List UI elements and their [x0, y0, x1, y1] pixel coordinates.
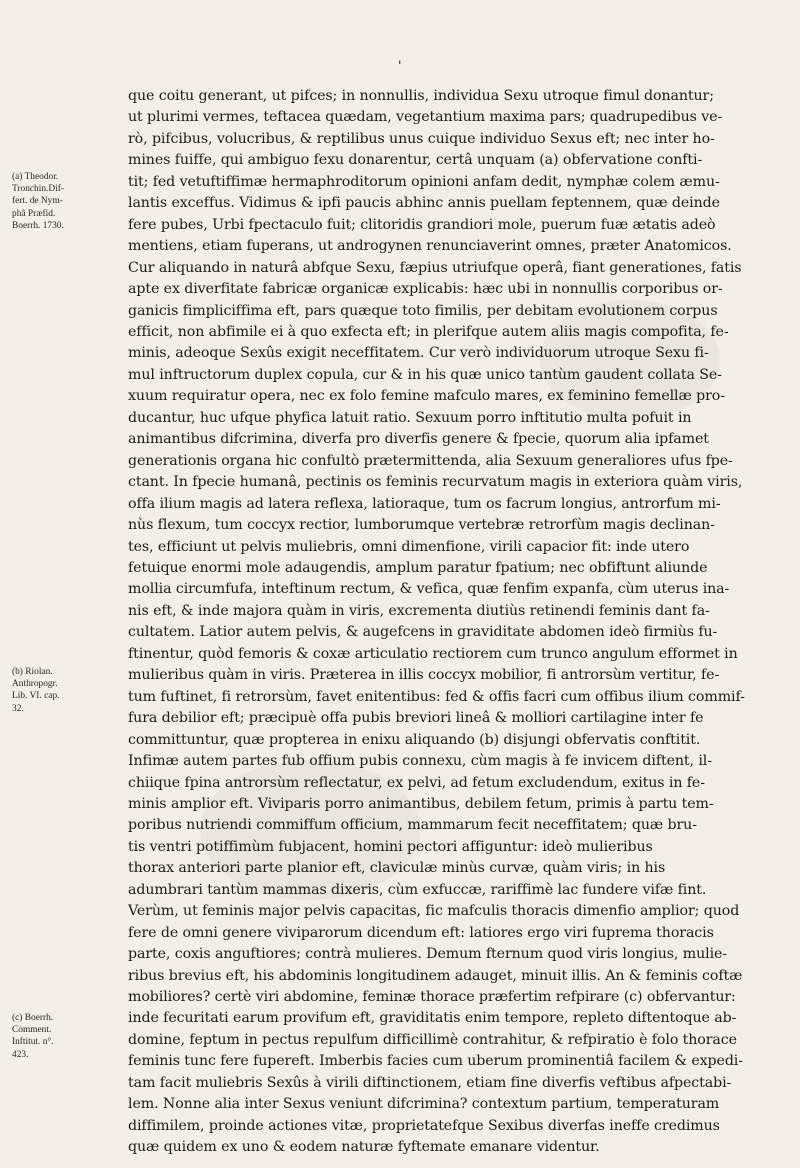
- body-text-line: poribus nutriendi commiffum officium, mammarum fecit neceffitatem; quæ bru-: [128, 817, 697, 834]
- body-text-line: ribus brevius eft, his abdominis longitudinem adauget, minuit illis. An & feminis coftæ: [128, 967, 743, 984]
- body-text-line: mulieribus quàm in viris. Præterea in illis coccyx mobilior, fi antrorsùm vertitur, fe-: [128, 667, 720, 684]
- body-text-line: feminis tunc fere fupereft. Imberbis facies cum uberum prominentiâ facilem & expedi-: [128, 1053, 743, 1070]
- margin-note-line: (c) Boerrh.: [12, 1013, 54, 1023]
- body-text-line: domine, feptum in pectus repulfum difficillimè contrahitur, & refpiratio è folo thorace: [128, 1031, 737, 1048]
- margin-note-line: Comment.: [12, 1025, 52, 1036]
- body-text-line: ut plurimi vermes, teftacea quædam, vegetantium maxima pars; quadrupedibus ve-: [128, 109, 723, 126]
- body-text-line: lantis exceffus. Vidimus & ipfi paucis abhinc annis puellam feptennem, quæ deinde: [128, 195, 720, 212]
- body-text-line: Infimæ autem partes fub offium pubis connexu, cùm magis à fe invicem diftent, il-: [128, 753, 712, 770]
- body-text-line: rò, pifcibus, volucribus, & reptilibus unus cuique individuo Sexus eft; nec inter ho-: [128, 130, 715, 147]
- body-text-line: tit; fed vetuftiffimæ hermaphroditorum opinioni anfam dedit, nymphæ colem æmu-: [128, 173, 720, 190]
- margin-note-line: Anthropogr.: [12, 679, 58, 690]
- margin-note-line: fert. de Nym-: [12, 196, 63, 207]
- body-text-line: minis, adeoque Sexûs exigit neceffitatem. Cur verò individuorum utroque Sexu fi-: [128, 345, 709, 362]
- page-header-mark: ': [398, 59, 402, 74]
- body-text-line: tis ventri potiffimùm fubjacent, homini pectori affiguntur: ideò mulieribus: [128, 838, 653, 855]
- body-text-line: lem. Nonne alia inter Sexus veniunt difcrimina? contextum partium, temperaturam: [128, 1096, 720, 1113]
- main-text-block: [128, 86, 774, 1159]
- body-text-line: thorax anteriori parte planior eft, claviculæ minùs curvæ, quàm viris; in his: [128, 860, 666, 877]
- body-text-line: mentiens, etiam fuperans, ut androgynen renunciaverint omnes, præter Anatomicos.: [128, 238, 732, 255]
- margin-note-line: 32.: [12, 703, 24, 714]
- body-text-line: mines fuiffe, qui ambiguo fexu donarentur, certâ unquam (a) obfervatione confti-: [128, 152, 703, 169]
- body-text-line: parte, coxis anguftiores; contrà mulieres. Demum fternum quod viris longius, mulie-: [128, 946, 728, 963]
- body-text-line: ganicis fimpliciffima eft, pars quæque toto fimilis, per debitam evolutionem corpus: [128, 302, 718, 319]
- margin-note-riolan: [12, 666, 124, 715]
- margin-note-boerrh: [12, 1012, 124, 1061]
- body-text-line: quæ quidem ex uno & eodem naturæ fyftemate emanare videntur.: [128, 1139, 600, 1156]
- body-text-line: mobiliores? certè viri abdomine, feminæ thorace præfertim refpirare (c) obfervantur:: [128, 989, 736, 1006]
- body-text-line: tam facit muliebris Sexûs à virili diftinctionem, etiam fine diverfis veftibus afpectabi-: [128, 1074, 732, 1091]
- margin-note-line: (b) Riolan.: [12, 667, 53, 677]
- body-text-line: cultatem. Latior autem pelvis, & augefcens in graviditate abdomen ideò firmiùs fu-: [128, 624, 718, 641]
- body-text-line: Cur aliquando in naturâ abfque Sexu, fæpius utriufque operâ, fiant generationes, fatis: [128, 259, 742, 276]
- body-text-line: mollia circumfufa, inteftinum rectum, & vefica, quæ fenfim expanfa, cùm uterus ina-: [128, 581, 730, 598]
- body-text-line: offa ilium magis ad latera reflexa, latioraque, tum os facrum longius, antrorfum mi-: [128, 495, 721, 512]
- body-text-line: chiique fpina antrorsùm reflectatur, ex pelvi, ad fetum excludendum, exitus in fe-: [128, 774, 705, 791]
- body-text-line: adumbrari tantùm mammas dixeris, cùm exfuccæ, rariffimè lac fundere vifæ fint.: [128, 881, 707, 898]
- body-text-line: nùs flexum, tum coccyx rectior, lumborumque vertebræ retrorfùm magis declinan-: [128, 517, 715, 534]
- body-text-line: nis eft, & inde majora quàm in viris, excrementa diutiùs retinendi feminis dant fa-: [128, 602, 710, 619]
- body-text-line: ducantur, huc ufque phyfica latuit ratio. Sexuum porro inftitutio multa pofuit in: [128, 409, 692, 426]
- body-text-line: tes, efficiunt ut pelvis muliebris, omni dimenfione, virili capacior fit: inde utero: [128, 538, 690, 555]
- margin-note-line: Boerrh. 1730.: [12, 220, 64, 231]
- body-text-line: tum fuftinet, fi retrorsùm, favet enitentibus: fed & offis facri cum offibus ilium commif-: [128, 688, 745, 705]
- body-text-line: fere pubes, Urbi fpectaculo fuit; clitoridis grandiori mole, puerum fuæ ætatis adeò: [128, 216, 716, 233]
- body-text-line: xuum requiratur opera, nec ex folo femine mafculo mares, ex feminino femellæ pro-: [128, 388, 725, 405]
- body-text-line: fetuique enormi mole adaugendis, amplum paratur fpatium; nec obfiftunt aliunde: [128, 559, 708, 576]
- body-text-line: fura debilior eft; præcipuè offa pubis breviori lineâ & molliori cartilagine inter fe: [128, 710, 704, 727]
- body-text-line: diffimilem, proinde actiones vitæ, proprietatefque Sexibus diverfas ineffe credimus: [128, 1117, 720, 1134]
- body-text-line: efficit, non abfimile ei à quo exfecta eft; in plerifque autem aliis magis compofita, fe-: [128, 323, 729, 340]
- body-text-line: mul inftructorum duplex copula, cur & in his quæ unico tantùm gaudent collata Se-: [128, 366, 722, 383]
- body-text-line: que coitu generant, ut pifces; in nonnullis, individua Sexu utroque fimul donantur;: [128, 88, 714, 104]
- body-text-line: animantibus difcrimina, diverfa pro diverfis genere & fpecie, quorum alia ipfamet: [128, 431, 709, 448]
- margin-note-line: 423.: [12, 1049, 29, 1060]
- body-text-line: Verùm, ut feminis major pelvis capacitas, fic mafculis thoracis dimenfio amplior; quod: [128, 903, 740, 920]
- margin-note-line: Lib. VI. cap.: [12, 691, 60, 702]
- body-text-line: ftinentur, quòd femoris & coxæ articulatio rectiorem cum trunco angulum efformet in: [128, 645, 738, 662]
- body-text-line: committuntur, quæ propterea in enixu aliquando (b) disjungi obfervatis conftitit.: [128, 731, 701, 748]
- body-text-line: inde fecuritati earum provifum eft, graviditatis enim tempore, repleto diftentoque ab-: [128, 1010, 737, 1027]
- margin-note-line: Inftitut. n°.: [12, 1037, 54, 1048]
- body-text-line: fere de omni genere viviparorum dicendum eft: latiores ergo viri fuprema thoracis: [128, 924, 714, 941]
- body-text-line: minis amplior eft. Viviparis porro animantibus, debilem fetum, primis à partu tem-: [128, 795, 714, 812]
- body-text-line: apte ex diverfitate fabricæ organicæ explicabis: hæc ubi in nonnullis corporibus or-: [128, 281, 723, 298]
- margin-note-line: Tronchin.Dif-: [12, 184, 64, 195]
- margin-note-line: (a) Theodor.: [12, 172, 59, 182]
- body-text-line: generationis organa hic confultò prætermittenda, alia Sexuum generaliores ufus fpe-: [128, 452, 733, 469]
- body-text-line: ctant. In fpecie humanâ, pectinis os feminis recurvatum magis in exteriora quàm viris,: [128, 474, 743, 491]
- margin-note-theodor: [12, 171, 124, 232]
- margin-note-line: phâ Præfid.: [12, 208, 56, 219]
